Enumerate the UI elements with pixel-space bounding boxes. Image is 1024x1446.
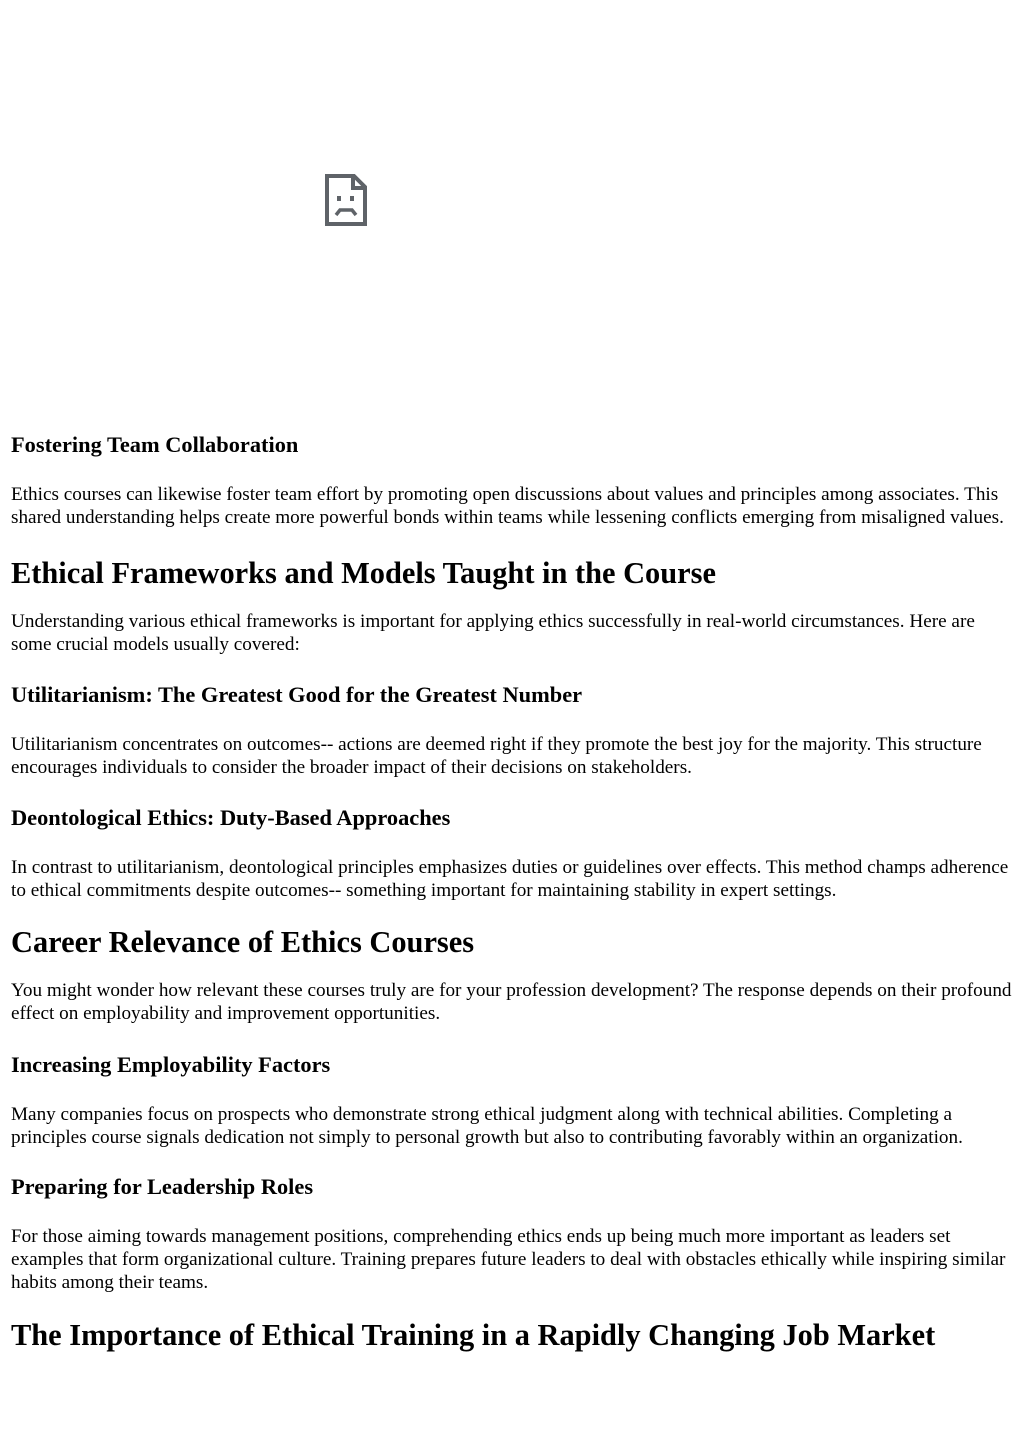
section-heading-job-market: The Importance of Ethical Training in a Rapidly Changing Job Market (11, 1318, 936, 1352)
paragraph-frameworks: Understanding various ethical frameworks is important for applying ethics successfully in real-world circumstances. Here are some crucial models usually covered: (11, 611, 975, 655)
paragraph-team-collaboration: Ethics courses can likewise foster team effort by promoting open discussions about values and principles among associates. This shared understanding helps create more powerful bonds within teams while lessening conflicts emerging from misaligned values. (11, 484, 1004, 528)
paragraph-deontological: In contrast to utilitarianism, deontological principles emphasizes duties or guidelines over effects. This method champs adherence to ethical commitments despite outcomes-- something important for maintaining stability in expert settings. (11, 857, 1009, 901)
section-heading-frameworks: Ethical Frameworks and Models Taught in the Course (11, 556, 716, 590)
broken-image-icon (324, 173, 368, 227)
section-heading-utilitarianism: Utilitarianism: The Greatest Good for the Greatest Number (11, 682, 583, 707)
paragraph-career: You might wonder how relevant these courses truly are for your profession development? The response depends on their profound effect on employability and improvement opportunities. (11, 980, 1012, 1024)
article-content (11, 431, 1013, 1353)
paragraph-utilitarianism: Utilitarianism concentrates on outcomes-- actions are deemed right if they promote the best joy for the majority. This structure encourages individuals to consider the broader impact of their decisions on stakeholders. (11, 734, 982, 778)
section-heading-employability: Increasing Employability Factors (11, 1052, 331, 1077)
section-heading-career: Career Relevance of Ethics Courses (11, 925, 475, 959)
broken-image-placeholder (0, 0, 1024, 420)
section-heading-team-collaboration: Fostering Team Collaboration (11, 432, 299, 457)
paragraph-leadership: For those aiming towards management positions, comprehending ethics ends up being much more important as leaders set examples that form organizational culture. Training prepares future leaders to deal with obstacles ethically while inspiring similar habits among their teams. (11, 1226, 1006, 1293)
section-heading-leadership: Preparing for Leadership Roles (11, 1174, 314, 1199)
section-heading-deontological: Deontological Ethics: Duty-Based Approaches (11, 805, 451, 830)
paragraph-employability: Many companies focus on prospects who demonstrate strong ethical judgment along with technical abilities. Completing a principles course signals dedication not simply to personal growth but also to contributing favorably within an organization. (11, 1104, 963, 1148)
